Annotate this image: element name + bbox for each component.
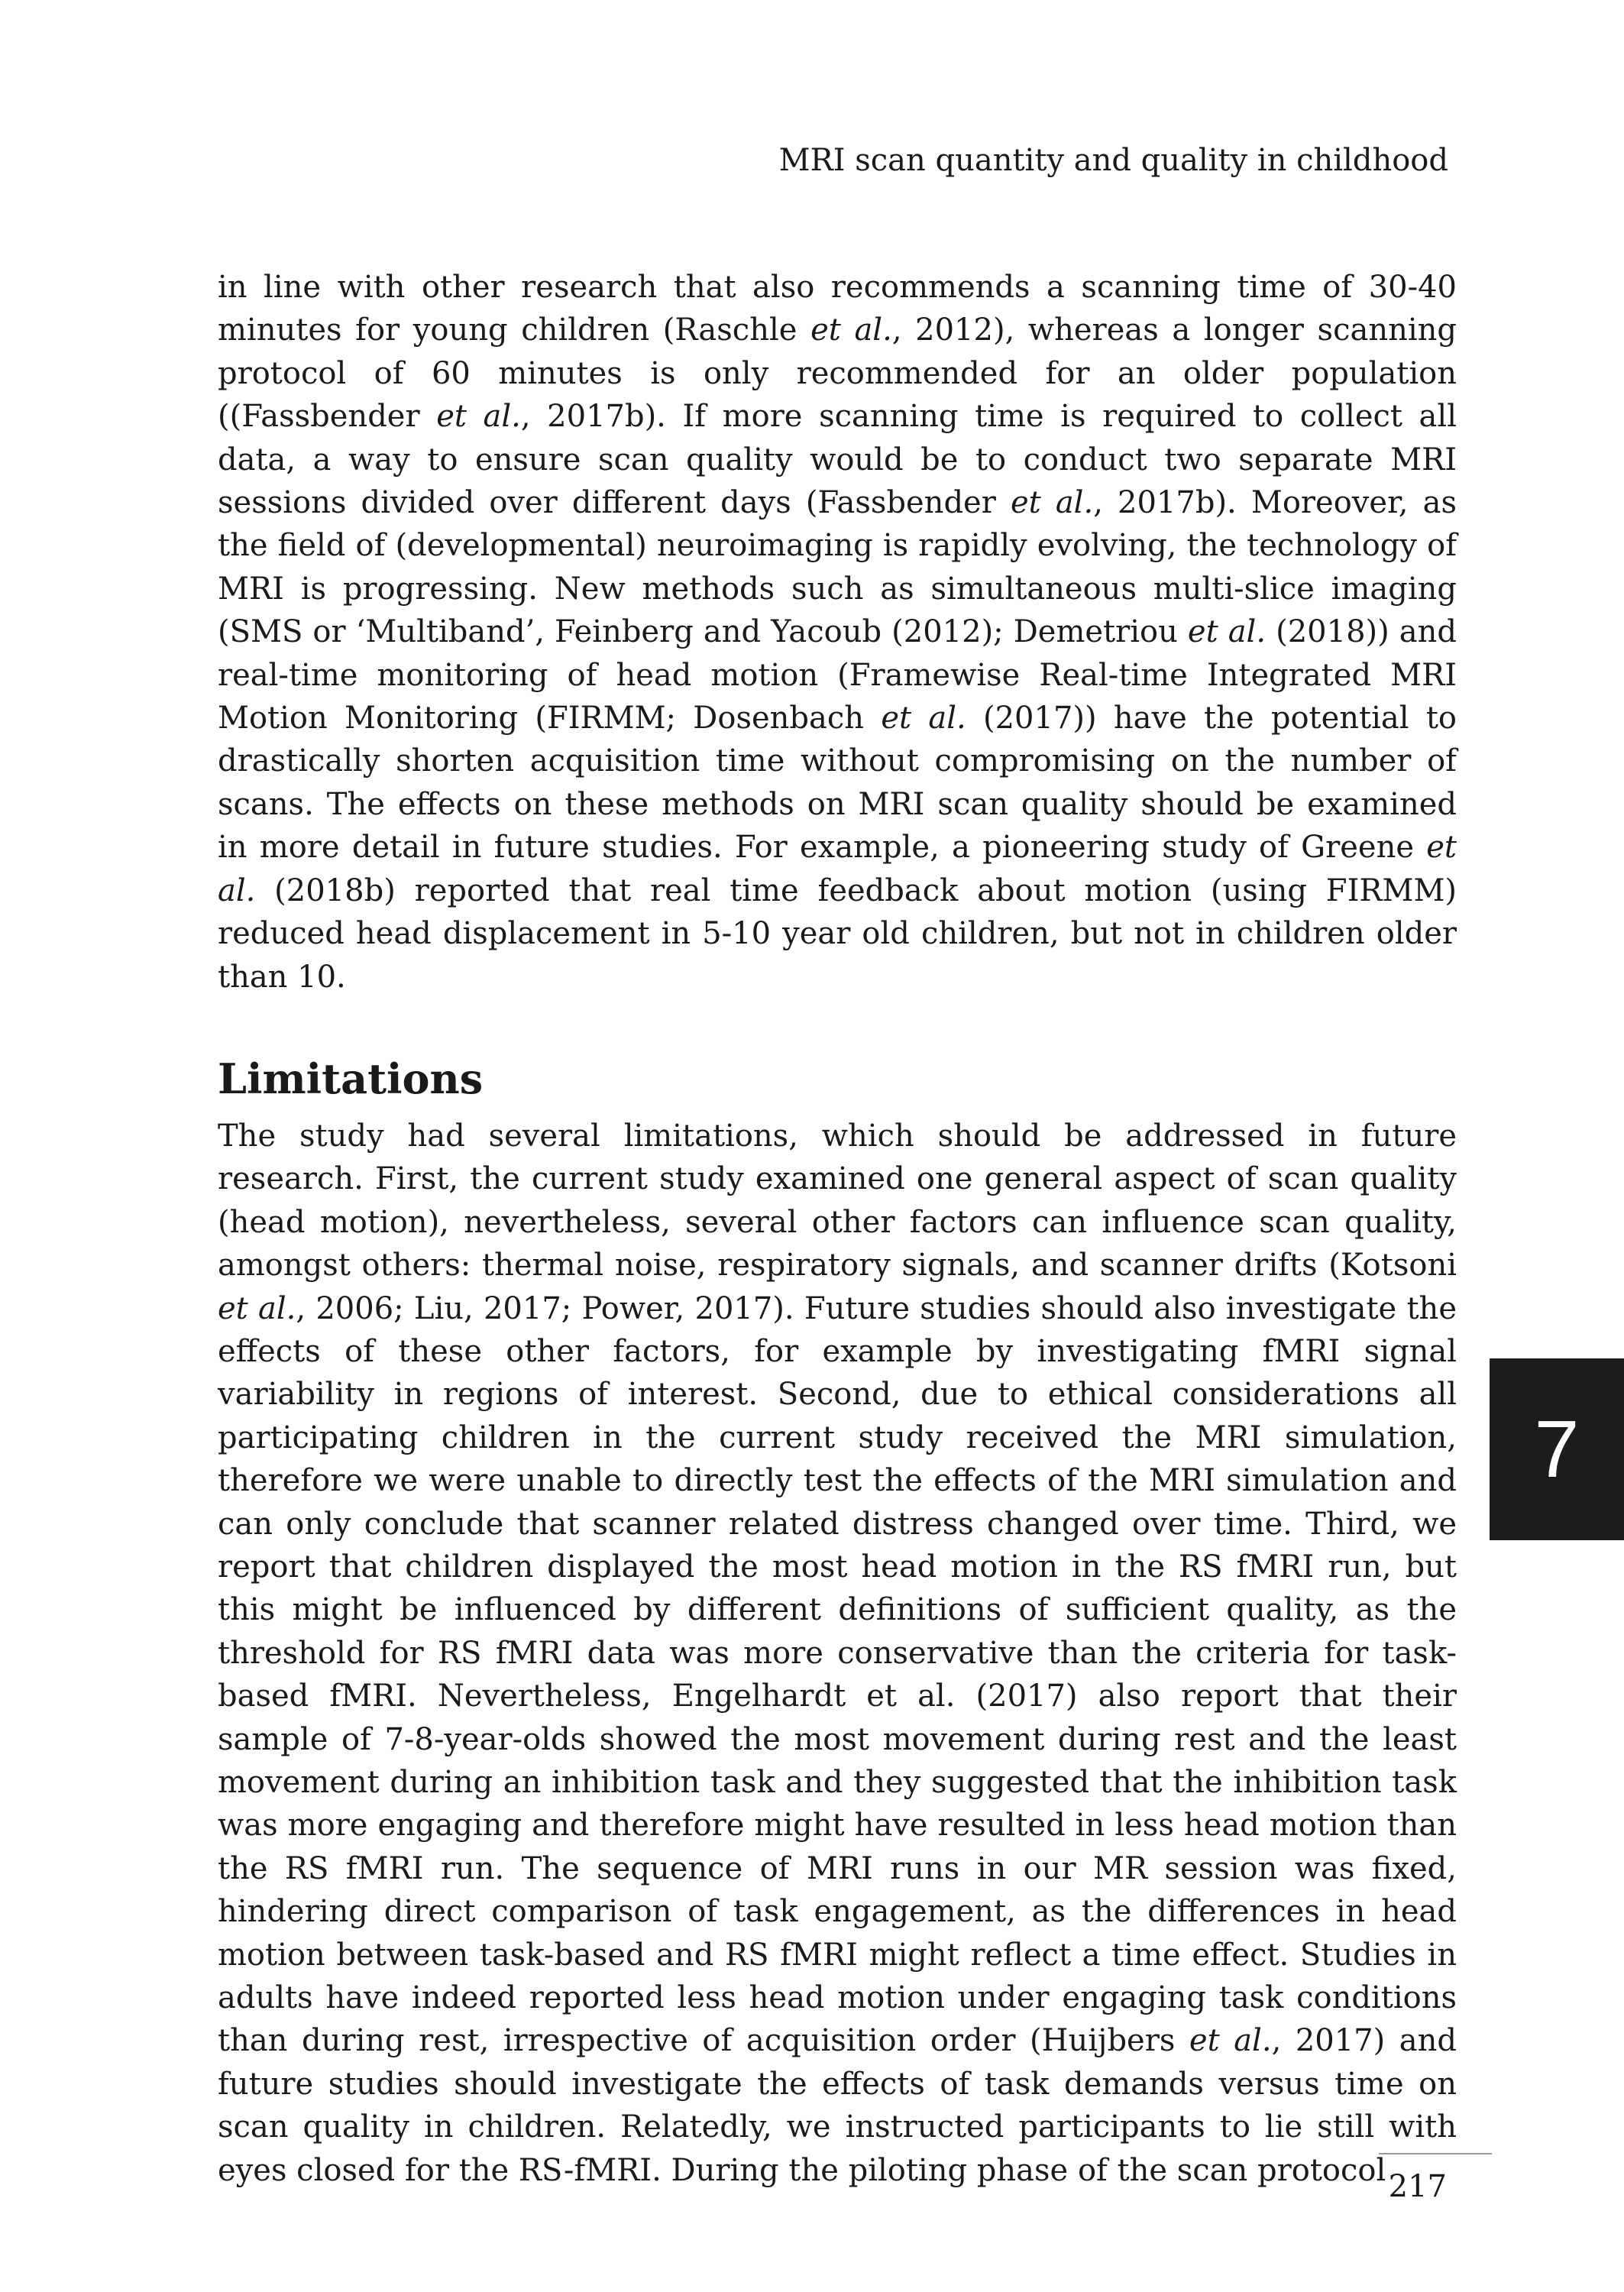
text-run: , 2017b). Moreover, as the field of (developmental) neuroimaging is rapidly evolving, the technology of MRI is progressing. New methods such as simultaneous multi-slice imaging (SMS or ‘Multiband’, Feinberg and Yacoub (2012); Demetriou — [218, 485, 1457, 650]
paragraph-limitations — [218, 1115, 1457, 2192]
citation-italic: et al. — [1187, 614, 1267, 650]
citation-italic: et al. — [810, 312, 892, 348]
citation-italic: et al. — [218, 1290, 296, 1326]
body-text — [218, 266, 1457, 2192]
text-run: (2018b) reported that real time feedback about motion (using FIRMM) reduced head displacement in 5-10 year old children, but not in children older than 10. — [218, 872, 1457, 995]
section-heading-limitations: Limitations — [218, 1054, 484, 1103]
text-run: (2017)) have the potential to drastically shorten acquisition time without compromising on the number of scans. The effects on these methods on MRI scan quality should be examined in more detail in future studies. For example, a pioneering study of Greene — [218, 701, 1457, 866]
text-run: The study had several limitations, which should be addressed in future research. First, the current study examined one general aspect of scan quality (head motion), nevertheless, several other factors can influence scan quality, amongst others: thermal noise, respiratory signals, and scanner drifts (Kotsoni — [218, 1118, 1457, 1284]
text-run: , 2017) and future studies should investigate the effects of task demands versus time on scan quality in children. Relatedly, we instructed participants to lie still with eyes closed for the RS-fMRI. During the piloting phase of the scan protocol — [218, 2023, 1457, 2188]
text-run: , 2012), whereas a longer scanning protocol of 60 minutes is only recommended for an older population ((Fassbender — [218, 312, 1457, 435]
text-run: in line with other research that also recommends a scanning time of 30-40 minutes for young children (Raschle — [218, 270, 1457, 348]
running-header: MRI scan quantity and quality in childhood — [778, 143, 1448, 178]
chapter-number: 7 — [1534, 1404, 1580, 1494]
paragraph-intro — [218, 266, 1457, 999]
text-run: , 2006; Liu, 2017; Power, 2017). Future studies should also investigate the effects of these other factors, for example by investigating fMRI signal variability in regions of interest. Second, due to ethical considerations all participating children in the current study received the MRI simulation, therefore we were unable to directly test the effects of the MRI simulation and can only conclude that scanner related distress changed over time. Third, we report that children displayed the most head motion in the RS fMRI run, but this might be influenced by different definitions of sufficient quality, as the threshold for RS fMRI data was more conservative than the criteria for task-based fMRI. Nevertheless, Engelhardt et al. (2017) also report that their sample of 7-8-year-olds showed the most movement during rest and the least movement during an inhibition task and they suggested that the inhibition task was more engaging and therefore might have resulted in less head motion than the RS fMRI run. The sequence of MRI runs in our MR session was fixed, hindering direct comparison of task engagement, as the differences in head motion between task-based and RS fMRI might reflect a time effect. Studies in adults have indeed reported less head motion under engaging task conditions than during rest, irrespective of acquisition order (Huijbers — [218, 1290, 1457, 2059]
citation-italic: et al. — [436, 399, 521, 435]
page-number: 217 — [1388, 2169, 1447, 2204]
citation-italic: et al. — [881, 701, 966, 736]
text-run: , 2017b). If more scanning time is required to collect all data, a way to ensure scan quality would be to conduct two separate MRI sessions divided over different days (Fassbender — [218, 399, 1457, 521]
citation-italic: et al. — [1010, 485, 1094, 521]
footer-rule — [1379, 2153, 1492, 2154]
citation-italic: et al. — [1189, 2023, 1272, 2059]
chapter-tab — [1490, 1358, 1624, 1540]
text-run: (2018)) and real-time monitoring of head motion (Framewise Real-time Integrated MRI Motion Monitoring (FIRMM; Dosenbach — [218, 614, 1457, 736]
citation-italic: et al. — [218, 830, 1457, 908]
